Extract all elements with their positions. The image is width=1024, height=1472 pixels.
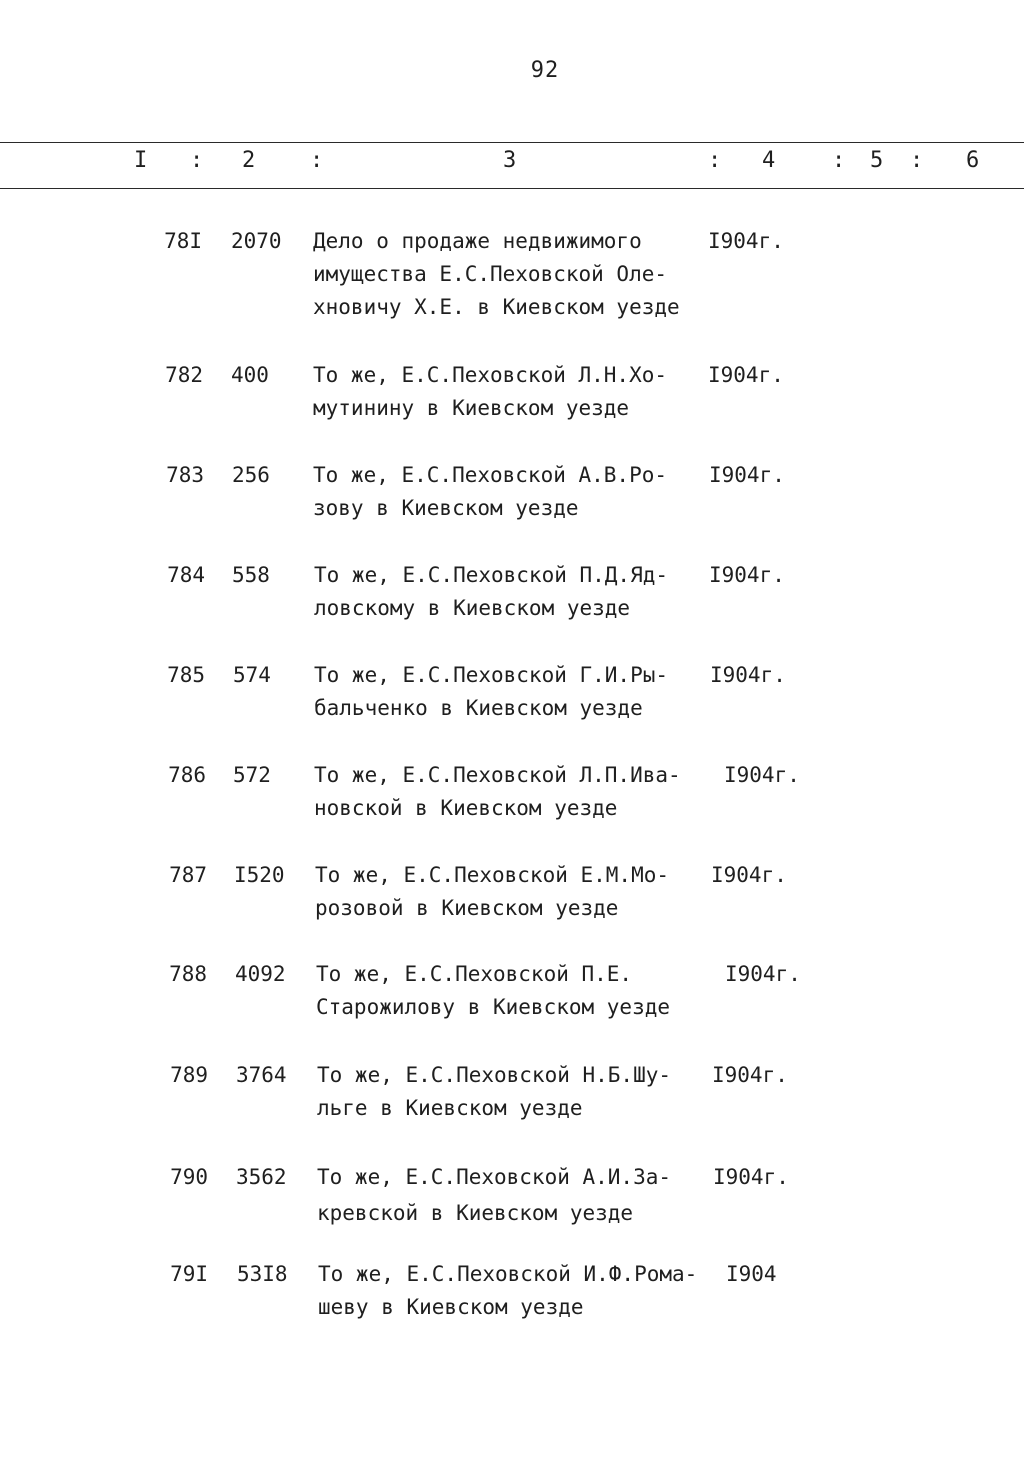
header-col-4: 4	[762, 148, 776, 173]
case-title-line: ловскому в Киевском уезде	[314, 596, 631, 620]
row-number: 787	[169, 863, 207, 887]
case-title-line: шеву в Киевском уезде	[318, 1295, 584, 1319]
case-title-line: То же, Е.С.Пеховской Е.М.Мо-	[315, 863, 670, 887]
header-separator: :	[190, 148, 204, 173]
row-number: 785	[167, 663, 205, 687]
case-date: I904г.	[712, 1063, 788, 1087]
case-title-line: То же, Е.С.Пеховской Л.П.Ива-	[314, 763, 681, 787]
header-top-rule	[0, 142, 1024, 143]
row-number: 788	[169, 962, 207, 986]
case-date: I904г.	[711, 863, 787, 887]
row-number: 789	[170, 1063, 208, 1087]
case-title-line: То же, Е.С.Пеховской А.И.За-	[317, 1165, 672, 1189]
case-title	[317, 1159, 671, 1231]
case-title	[313, 359, 667, 425]
case-date: I904г.	[708, 229, 784, 253]
case-title-line: кревской в Киевском уезде	[317, 1201, 634, 1225]
case-title-line: То же, Е.С.Пеховской П.Е.	[316, 962, 633, 986]
row-number: 783	[166, 463, 204, 487]
case-date: I904г.	[713, 1165, 789, 1189]
sheet-count: 3764	[236, 1063, 287, 1087]
header-bottom-rule	[0, 188, 1024, 189]
sheet-count: 400	[231, 363, 269, 387]
header-separator: :	[708, 148, 722, 173]
case-title	[318, 1258, 697, 1324]
case-title	[314, 759, 681, 825]
case-title-line: Старожилову в Киевском уезде	[316, 995, 671, 1019]
case-date: I904г.	[724, 763, 800, 787]
case-title-line: хновичу Х.Е. в Киевском уезде	[313, 295, 680, 319]
case-title-line: То же, Е.С.Пеховской А.В.Ро-	[313, 463, 668, 487]
header-separator: :	[310, 148, 324, 173]
sheet-count: 2070	[231, 229, 282, 253]
row-number: 782	[165, 363, 203, 387]
case-title	[313, 459, 667, 525]
case-title-line: То же, Е.С.Пеховской И.Ф.Рома-	[318, 1262, 698, 1286]
case-title-line: То же, Е.С.Пеховской Г.И.Ры-	[314, 663, 669, 687]
header-separator: :	[832, 148, 846, 173]
header-col-3: 3	[503, 148, 517, 173]
case-title	[314, 559, 668, 625]
case-title-line: Дело о продаже недвижимого	[313, 229, 642, 253]
row-number: 790	[170, 1165, 208, 1189]
case-title-line: новской в Киевском уезде	[314, 796, 618, 820]
page-number: 92	[530, 58, 560, 83]
case-date: I904г.	[709, 563, 785, 587]
case-title-line: розовой в Киевском уезде	[315, 896, 619, 920]
header-col-5: 5	[870, 148, 884, 173]
header-col-6: 6	[966, 148, 980, 173]
row-number: 784	[167, 563, 205, 587]
case-title-line: льге в Киевском уезде	[317, 1096, 583, 1120]
case-title-line: бальченко в Киевском уезде	[314, 696, 643, 720]
sheet-count: 256	[232, 463, 270, 487]
case-title-line: мутинину в Киевском уезде	[313, 396, 630, 420]
case-title	[315, 859, 669, 925]
sheet-count: 558	[232, 563, 270, 587]
sheet-count: 574	[233, 663, 271, 687]
header-col-1: I	[134, 148, 148, 173]
case-title-line: То же, Е.С.Пеховской Л.Н.Хо-	[313, 363, 668, 387]
case-date: I904г.	[725, 962, 801, 986]
sheet-count: 4092	[235, 962, 286, 986]
case-title-line: имущества Е.С.Пеховской Оле-	[313, 262, 668, 286]
case-title-line: зову в Киевском уезде	[313, 496, 579, 520]
header-separator: :	[910, 148, 924, 173]
sheet-count: I520	[234, 863, 285, 887]
case-date: I904г.	[708, 363, 784, 387]
case-date: I904г.	[709, 463, 785, 487]
case-title	[316, 958, 670, 1024]
case-date: I904	[726, 1262, 777, 1286]
case-title-line: То же, Е.С.Пеховской П.Д.Яд-	[314, 563, 669, 587]
row-number: 786	[168, 763, 206, 787]
sheet-count: 572	[233, 763, 271, 787]
sheet-count: 3562	[236, 1165, 287, 1189]
case-title	[317, 1059, 671, 1125]
case-title-line: То же, Е.С.Пеховской Н.Б.Шу-	[317, 1063, 672, 1087]
case-title	[313, 225, 680, 324]
row-number: 79I	[170, 1262, 208, 1286]
sheet-count: 53I8	[237, 1262, 288, 1286]
row-number: 78I	[164, 229, 202, 253]
header-col-2: 2	[242, 148, 256, 173]
case-title	[314, 659, 668, 725]
case-date: I904г.	[710, 663, 786, 687]
